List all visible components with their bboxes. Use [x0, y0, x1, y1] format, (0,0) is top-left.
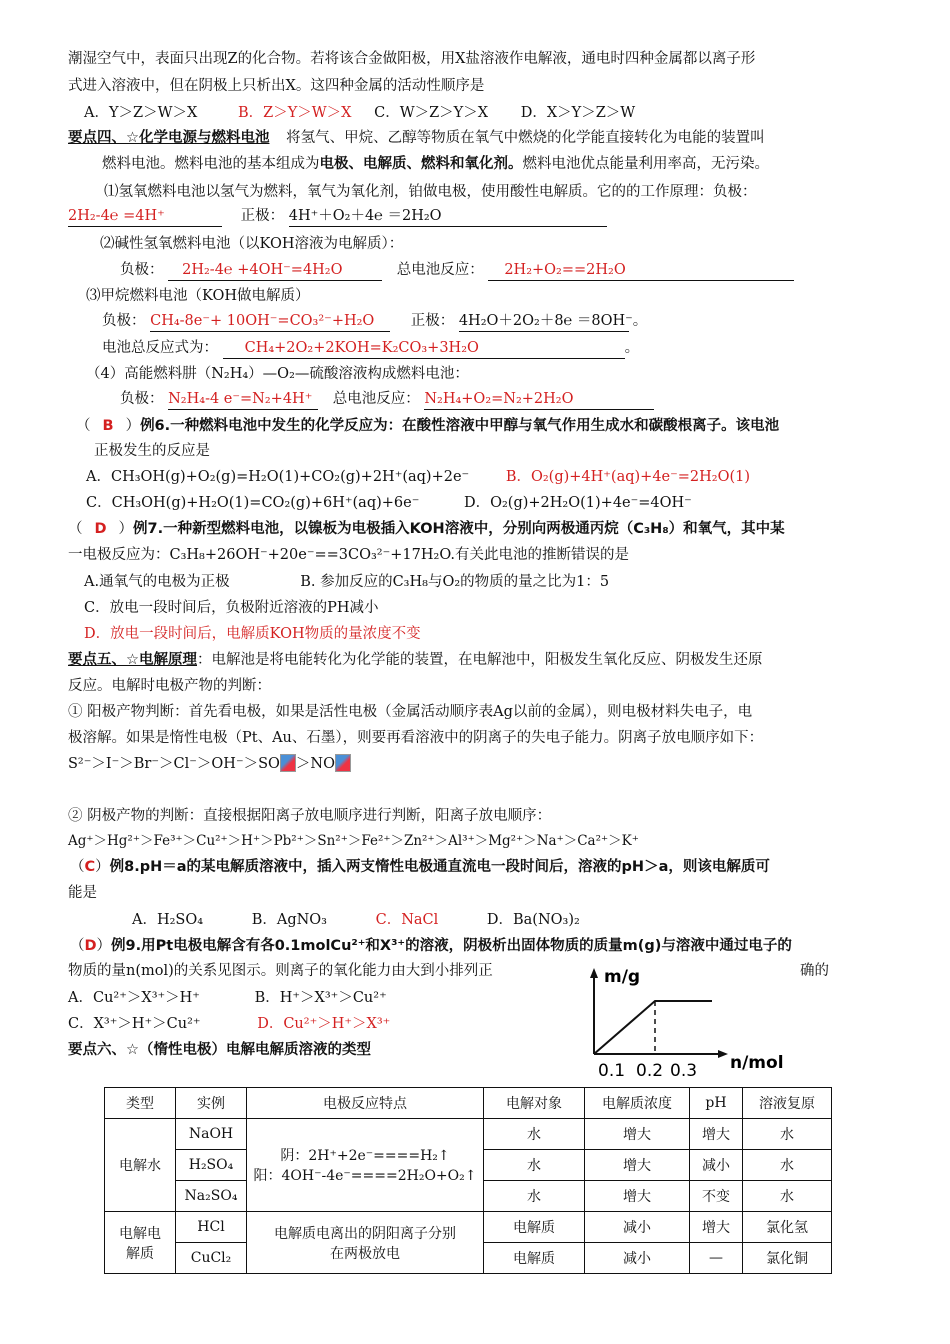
section-title: 要点五、☆电解原理 — [68, 652, 197, 668]
ph-cell: — — [690, 1243, 743, 1274]
option-c: C．NaCl — [375, 912, 439, 928]
column-header: 溶液复原 — [743, 1088, 832, 1119]
question-options — [86, 467, 750, 487]
answer-blank: N₂H₄-4 e⁻=N₂+4H⁺ — [168, 389, 318, 410]
text-line: 物质的量n(mol)的关系见图示。则离子的氧化能力由大到小排列正 — [68, 963, 493, 979]
table-header-row — [105, 1088, 832, 1119]
section-text: ：电解池是将电能转化为化学能的装置，在电解池中，阳极发生氧化反应、阴极发生还原 — [197, 652, 763, 668]
question-options — [84, 572, 609, 592]
label: 电池总反应式为： — [102, 340, 218, 356]
concentration-cell: 增大 — [585, 1119, 690, 1150]
text-line: 正极发生的反应是 — [94, 443, 210, 459]
text-line — [68, 754, 351, 774]
ph-cell: 增大 — [690, 1212, 743, 1243]
type-cell — [105, 1212, 176, 1274]
answer-line — [120, 389, 654, 410]
question-options — [84, 103, 635, 123]
restore-cell: 氯化铜 — [743, 1243, 832, 1274]
column-header: 电极反应特点 — [247, 1088, 484, 1119]
option-c: C．W＞Z＞Y＞X — [374, 105, 489, 121]
label: 总电池反应： — [332, 391, 420, 407]
option-b: B．AgNO₃ — [251, 912, 327, 928]
answer-mark: D — [84, 938, 97, 954]
table-row — [105, 1119, 832, 1150]
section-4-heading — [68, 128, 765, 148]
label: 负极： — [102, 313, 146, 329]
option-b: B．Z＞Y＞W＞X — [237, 105, 352, 121]
restore-cell: 水 — [743, 1181, 832, 1212]
option-d: D．X＞Y＞Z＞W — [520, 105, 636, 121]
concentration-cell: 增大 — [585, 1150, 690, 1181]
object-cell: 电解质 — [484, 1212, 585, 1243]
section-text: 将氢气、甲烷、乙醇等物质在氧气中燃烧的化学能直接转化为电能的装置叫 — [286, 130, 765, 146]
text-line: ⑶甲烷燃料电池（KOH做电解质） — [86, 288, 310, 304]
text-line: 式进入溶液中，但在阴极上只析出X。这四种金属的活动性顺序是 — [68, 78, 485, 94]
text-line — [102, 154, 769, 174]
question-options — [68, 988, 387, 1008]
section-5-heading — [68, 650, 763, 670]
type-line: 电解电 — [119, 1225, 161, 1242]
restore-cell: 水 — [743, 1119, 832, 1150]
feature-line: 阴：2H⁺+2e⁻====H₂↑ — [280, 1148, 450, 1164]
label: 正极： — [240, 208, 285, 224]
section-title: 要点四、☆化学电源与燃料电池 — [68, 130, 270, 146]
text-line: ⑴氢氧燃料电池以氢气为燃料，氧气为氧化剂，铂做电极，使用酸性电解质。它的的工作原理：负极： — [104, 184, 757, 200]
x-tick-label: 0.2 — [636, 1061, 664, 1081]
question-options — [68, 1014, 390, 1034]
bold-text: 电极、电解质、燃料和氧化剂。 — [319, 156, 523, 172]
text-span: 燃料电池。燃料电池的基本组成为 — [102, 156, 320, 172]
answer-mark: D — [94, 521, 107, 537]
x-tick-label: 0.1 — [598, 1061, 626, 1081]
option-a: A．H₂SO₄ — [132, 912, 204, 928]
y-axis-arrow — [590, 968, 598, 978]
example-cell: HCl — [176, 1212, 247, 1243]
x-tick-label: 0.3 — [670, 1061, 698, 1081]
answer-mark: B — [102, 418, 114, 434]
x-axis-arrow — [718, 1050, 728, 1058]
feature-line: 在两极放电 — [330, 1245, 400, 1262]
label: 总电池反应： — [396, 262, 484, 278]
concentration-cell: 减小 — [585, 1243, 690, 1274]
question-options — [86, 493, 692, 513]
option-c: C．CH₃OH(g)+H₂O(1)=CO₂(g)+6H⁺(aq)+6e⁻ — [86, 495, 420, 511]
answer-line — [102, 338, 639, 359]
column-header: 类型 — [105, 1088, 176, 1119]
answer-blank: 4H₂O＋2O₂＋8℮ ＝8OH⁻。 — [459, 311, 629, 332]
column-header: 电解质浓度 — [585, 1088, 690, 1119]
text-span: 燃料电池优点能量利用率高，无污染。 — [522, 156, 769, 172]
text-line: （4）高能燃料肼（N₂H₄）—O₂—硫酸溶液构成燃料电池： — [86, 366, 469, 382]
text-line: 极溶解。如果是惰性电极（Pt、Au、石墨），则要再看溶液中的阴离子的失电子能力。阴离子放电顺序如下： — [68, 730, 764, 746]
text-span: ＞NO — [295, 756, 335, 772]
object-cell: 水 — [484, 1119, 585, 1150]
answer-mark: C — [84, 859, 96, 875]
example-6: （ B ）例6.一种燃料电池中发生的化学反应为：在酸性溶液中甲醇与氧气作用生成水和碳酸根离子。该电池 — [76, 418, 780, 434]
answer-blank: N₂H₄+O₂=N₂+2H₂O — [424, 389, 654, 410]
option-d: D．Ba(NO₃)₂ — [486, 912, 580, 928]
option-b: B．O₂(g)+4H⁺(aq)+4e⁻=2H₂O(1) — [505, 469, 751, 485]
option-d: D．Cu²⁺＞H⁺＞X³⁺ — [257, 1016, 391, 1032]
question-text: 例8.pH＝a的某电解质溶液中，插入两支惰性电极通直流电一段时间后，溶液的pH＞a，则该电解质可 — [109, 859, 770, 875]
type-cell: 电解水 — [105, 1119, 176, 1212]
option-a: A．Y＞Z＞W＞X — [84, 105, 198, 121]
section-6-heading: 要点六、☆（惰性电极）电解电解质溶液的类型 — [68, 1042, 371, 1058]
electrolysis-types-table — [104, 1087, 832, 1274]
option-b: B．H⁺＞X³⁺＞Cu²⁺ — [254, 990, 387, 1006]
type-line: 解质 — [126, 1245, 154, 1262]
feature-line: 电解质电离出的阴阳离子分别 — [274, 1225, 456, 1242]
text-line: ② 阴极产物的判断：直接根据阳离子放电顺序进行判断，阳离子放电顺序： — [68, 808, 552, 824]
text-line: 潮湿空气中，表面只出现Z的化合物。若将该合金做阳极，用X盐溶液作电解液，通电时四种金属都以离子形 — [68, 51, 756, 67]
text-line: 反应。电解时电极产物的判断： — [68, 678, 271, 694]
option-a: A.通氧气的电极为正极 — [84, 574, 230, 590]
example-cell: H₂SO₄ — [176, 1150, 247, 1181]
example-cell: CuCl₂ — [176, 1243, 247, 1274]
text-span: 。 — [624, 340, 640, 356]
text-line: 确的 — [800, 963, 829, 979]
text-line: ⑵碱性氢氧燃料电池（以KOH溶液为电解质）： — [100, 236, 404, 252]
example-7: （ D ）例7.一种新型燃料电池，以镍板为电极插入KOH溶液中，分别向两极通丙烷（C₃H₈）和氧气，其中某 — [68, 521, 785, 537]
answer-line — [102, 311, 648, 332]
question-text: 例7.一种新型燃料电池，以镍板为电极插入KOH溶液中，分别向两极通丙烷（C₃H₈）和氧气，其中某 — [133, 521, 785, 537]
example-cell: Na₂SO₄ — [176, 1181, 247, 1212]
label: 正极： — [410, 313, 455, 329]
object-cell: 水 — [484, 1181, 585, 1212]
ph-cell: 不变 — [690, 1181, 743, 1212]
restore-cell: 水 — [743, 1150, 832, 1181]
y-axis-label: m/g — [604, 967, 641, 987]
option-a: A．CH₃OH(g)+O₂(g)=H₂O(1)+CO₂(g)+2H⁺(aq)+2e⁻ — [86, 469, 470, 485]
answer-blank: 2H₂-4℮ +4OH⁻=4H₂O — [168, 260, 382, 281]
text-line: ① 阳极产物判断：首先看电极，如果是活性电极（金属活动顺序表Ag以前的金属），则电极材料失电子，电 — [68, 704, 753, 720]
label: 负极： — [120, 391, 164, 407]
option-c: C．X³⁺＞H⁺＞Cu²⁺ — [68, 1016, 201, 1032]
option-a: A．Cu²⁺＞X³⁺＞H⁺ — [68, 990, 200, 1006]
ph-cell: 增大 — [690, 1119, 743, 1150]
electrode-feature-cell — [247, 1212, 484, 1274]
broken-image-icon — [280, 754, 296, 772]
option-d: D．放电一段时间后，电解质KOH物质的量浓度不变 — [84, 626, 421, 642]
text-line: Ag⁺＞Hg²⁺＞Fe³⁺＞Cu²⁺＞H⁺＞Pb²⁺＞Sn²⁺＞Fe²⁺＞Zn²⁺＞Al³⁺＞Mg²⁺＞Na⁺＞Ca²⁺＞K⁺ — [68, 833, 639, 849]
example-cell: NaOH — [176, 1119, 247, 1150]
answer-blank: 2H₂+O₂==2H₂O — [488, 260, 794, 281]
answer-blank: CH₄-8e⁻+ 10OH⁻=CO₃²⁻+H₂O — [150, 311, 390, 332]
answer-blank: CH₄+2O₂+2KOH=K₂CO₃+3H₂O — [223, 338, 625, 359]
column-header: pH — [690, 1088, 743, 1119]
answer-line — [120, 260, 794, 281]
answer-blank: 4H⁺＋O₂＋4℮ ＝2H₂O — [289, 206, 607, 227]
object-cell: 水 — [484, 1150, 585, 1181]
answer-blank: 2H₂-4℮ =4H⁺ — [68, 206, 222, 227]
table-row — [105, 1212, 832, 1243]
object-cell: 电解质 — [484, 1243, 585, 1274]
column-header: 实例 — [176, 1088, 247, 1119]
text-line: 一电极反应为：C₃H₈+26OH⁻+20e⁻==3CO₃²⁻+17H₂O.有关此电池的推断错误的是 — [68, 547, 629, 563]
broken-image-icon — [335, 754, 351, 772]
text-line: 能是 — [68, 885, 97, 901]
question-text: 例6.一种燃料电池中发生的化学反应为：在酸性溶液中甲醇与氧气作用生成水和碳酸根离子。该电池 — [140, 418, 780, 434]
question-text: 例9.用Pt电极电解含有各0.1molCu²⁺和X³⁺的溶液，阴极析出固体物质的质量m(g)与溶液中通过电子的 — [111, 938, 792, 954]
text-span: S²⁻＞I⁻＞Br⁻＞Cl⁻＞OH⁻＞SO — [68, 756, 280, 772]
concentration-cell: 增大 — [585, 1181, 690, 1212]
x-axis-label: n/mol — [730, 1053, 784, 1073]
electrode-feature-cell — [247, 1119, 484, 1212]
answer-line — [68, 206, 607, 227]
restore-cell: 氯化氢 — [743, 1212, 832, 1243]
label: 负极： — [120, 262, 164, 278]
mass-curve — [594, 1001, 712, 1054]
option-c: C．放电一段时间后，负极附近溶液的PH减小 — [84, 600, 379, 616]
option-b: B. 参加反应的C₃H₈与O₂的物质的量之比为1：5 — [300, 574, 610, 590]
example-8: （C）例8.pH＝a的某电解质溶液中，插入两支惰性电极通直流电一段时间后，溶液的pH＞a，则该电解质可 — [70, 859, 770, 875]
mass-vs-charge-graph — [580, 966, 790, 1082]
question-options — [132, 910, 580, 930]
column-header: 电解对象 — [484, 1088, 585, 1119]
example-9: （D）例9.用Pt电极电解含有各0.1molCu²⁺和X³⁺的溶液，阴极析出固体物质的质量m(g)与溶液中通过电子的 — [70, 938, 792, 954]
ph-cell: 减小 — [690, 1150, 743, 1181]
option-d: D．O₂(g)+2H₂O(1)+4e⁻=4OH⁻ — [463, 495, 692, 511]
feature-line: 阳：4OH⁻-4e⁻====2H₂O+O₂↑ — [253, 1168, 477, 1184]
concentration-cell: 减小 — [585, 1212, 690, 1243]
